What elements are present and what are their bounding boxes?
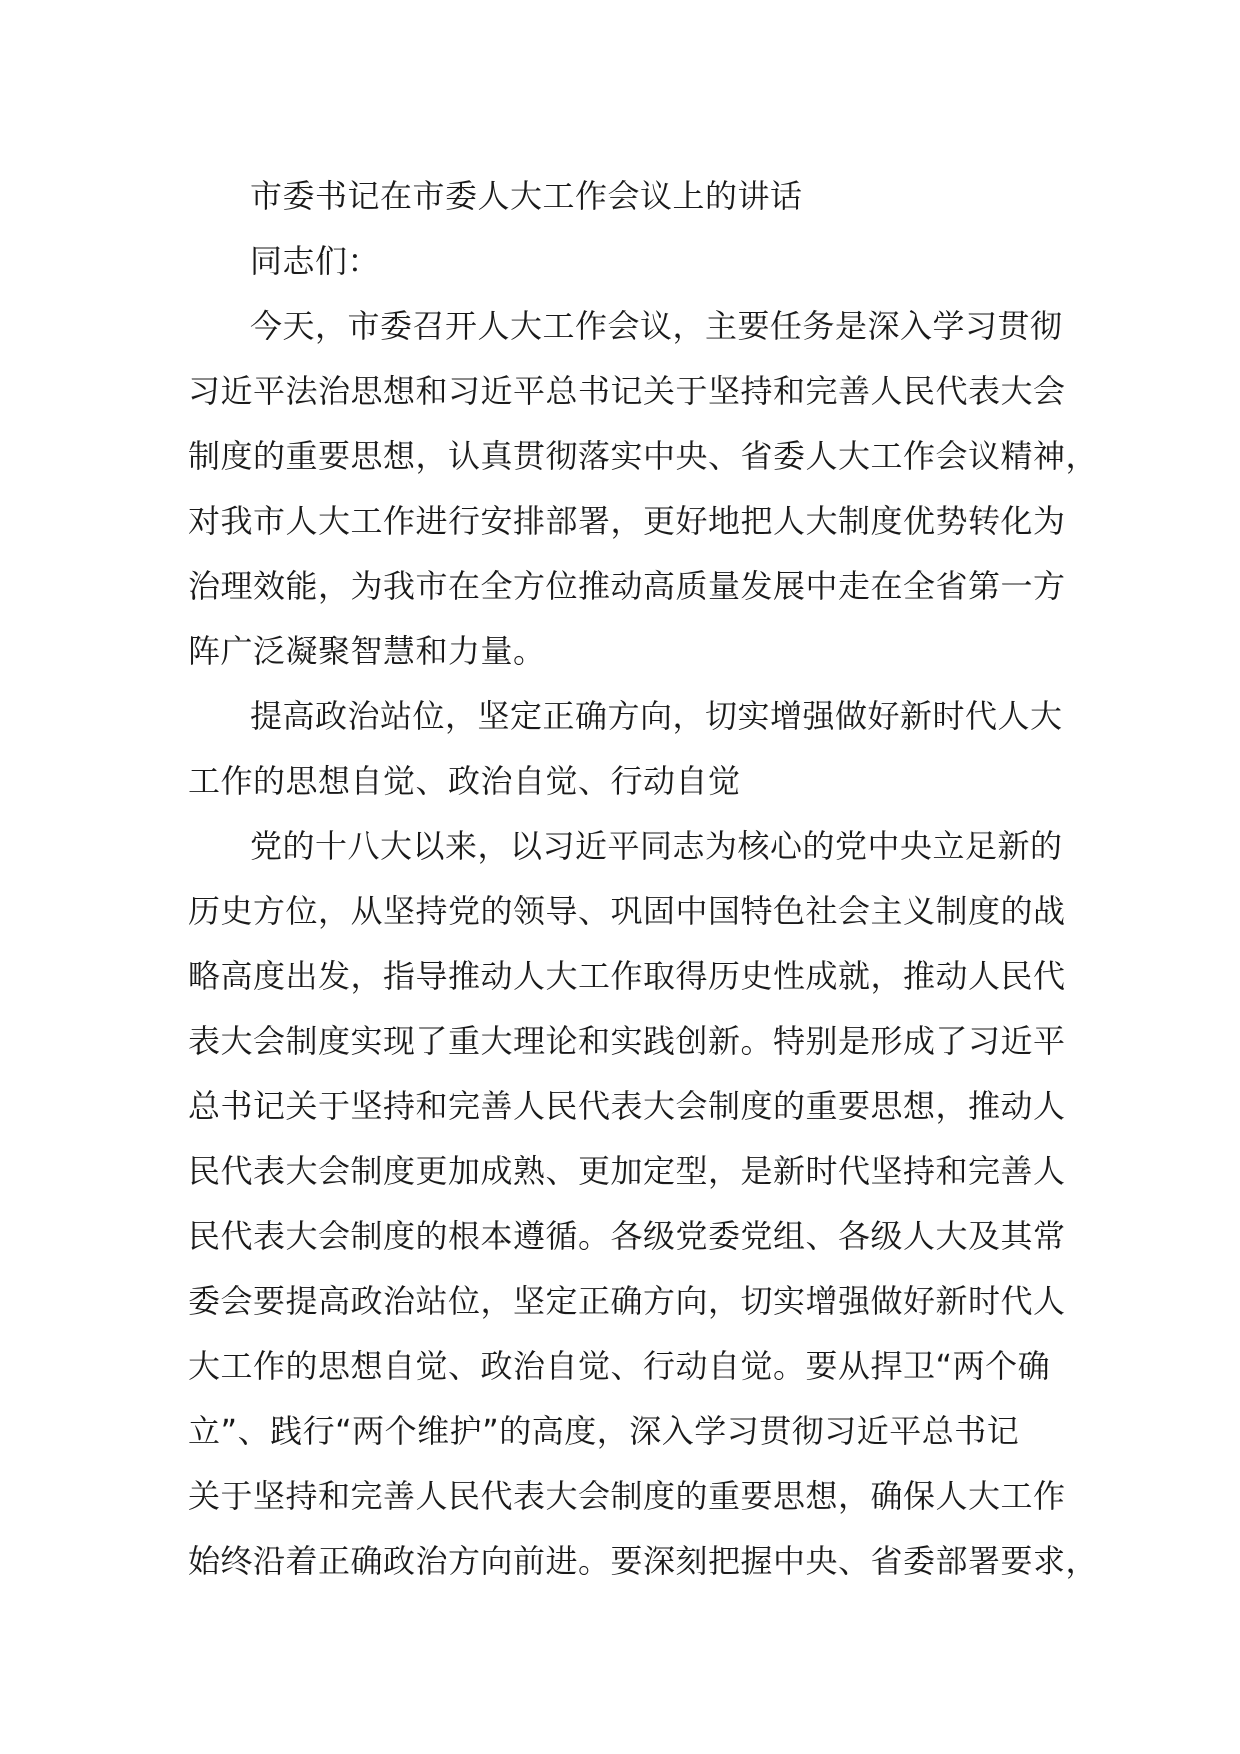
paragraph-line: 关于坚持和完善人民代表大会制度的重要思想，确保人大工作 [188, 1477, 1066, 1515]
paragraph-line: 历史方位，从坚持党的领导、巩固中国特色社会主义制度的战 [188, 892, 1066, 930]
salutation: 同志们： [250, 242, 381, 280]
document-title: 市委书记在市委人大工作会议上的讲话 [250, 177, 803, 215]
paragraph-line: 党的十八大以来，以习近平同志为核心的党中央立足新的 [250, 827, 1063, 865]
paragraph-line: 表大会制度实现了重大理论和实践创新。特别是形成了习近平 [188, 1022, 1066, 1060]
section-heading-line: 工作的思想自觉、政治自觉、行动自觉 [188, 762, 741, 800]
paragraph-line: 立”、践行“两个维护”的高度，深入学习贯彻习近平总书记 [188, 1412, 1020, 1450]
paragraph-line: 制度的重要思想，认真贯彻落实中央、省委人大工作会议精神， [188, 437, 1099, 475]
paragraph-line: 委会要提高政治站位，坚定正确方向，切实增强做好新时代人 [188, 1282, 1066, 1320]
paragraph-line: 大工作的思想自觉、政治自觉、行动自觉。要从捍卫“两个确 [188, 1347, 1051, 1385]
paragraph-line: 民代表大会制度的根本遵循。各级党委党组、各级人大及其常 [188, 1217, 1066, 1255]
section-heading-line: 提高政治站位，坚定正确方向，切实增强做好新时代人大 [250, 697, 1063, 735]
paragraph-line: 始终沿着正确政治方向前进。要深刻把握中央、省委部署要求， [188, 1542, 1099, 1580]
paragraph-line: 民代表大会制度更加成熟、更加定型，是新时代坚持和完善人 [188, 1152, 1066, 1190]
paragraph-line: 阵广泛凝聚智慧和力量。 [188, 632, 546, 670]
paragraph-line: 总书记关于坚持和完善人民代表大会制度的重要思想，推动人 [188, 1087, 1066, 1125]
paragraph-line: 略高度出发，指导推动人大工作取得历史性成就，推动人民代 [188, 957, 1066, 995]
paragraph-line: 对我市人大工作进行安排部署，更好地把人大制度优势转化为 [188, 502, 1066, 540]
paragraph-line: 今天，市委召开人大工作会议，主要任务是深入学习贯彻 [250, 307, 1063, 345]
paragraph-line: 习近平法治思想和习近平总书记关于坚持和完善人民代表大会 [188, 372, 1066, 410]
paragraph-line: 治理效能，为我市在全方位推动高质量发展中走在全省第一方 [188, 567, 1066, 605]
